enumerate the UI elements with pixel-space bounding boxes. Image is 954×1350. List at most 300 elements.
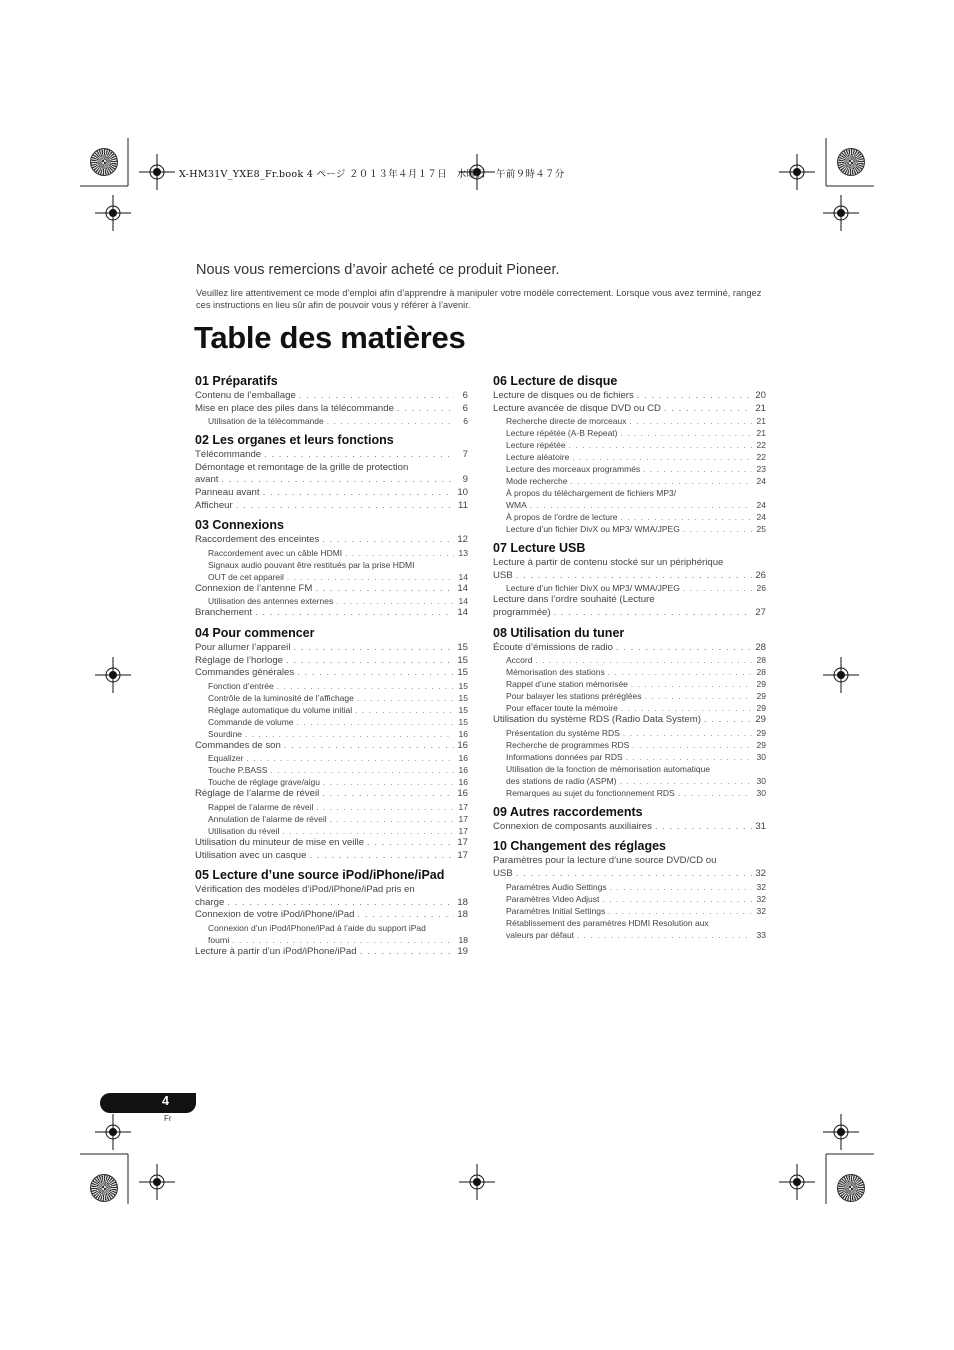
toc-entry[interactable] bbox=[493, 403, 766, 416]
toc-leader-dots bbox=[264, 449, 454, 462]
toc-entry-page: 16 bbox=[457, 788, 468, 800]
toc-entry-label: Paramètres Initial Settings bbox=[506, 905, 606, 916]
toc-entry[interactable] bbox=[195, 534, 468, 547]
toc-section bbox=[195, 867, 468, 958]
toc-leader-dots bbox=[610, 881, 752, 893]
toc-entry-page: 17 bbox=[458, 801, 468, 812]
toc-entry-page: 10 bbox=[457, 486, 468, 498]
page-language: Fr bbox=[164, 1114, 172, 1123]
toc-entry-label: Paramètres Audio Settings bbox=[506, 881, 607, 892]
toc-leader-dots bbox=[608, 905, 752, 917]
toc-section-title: 02 Les organes et leurs fonctions bbox=[195, 433, 394, 448]
toc-leader-dots bbox=[355, 704, 454, 716]
toc-entry[interactable] bbox=[195, 449, 468, 462]
toc-entry-label: Equalizer bbox=[208, 753, 244, 764]
toc-leader-dots bbox=[367, 837, 454, 850]
toc-entry[interactable] bbox=[195, 680, 468, 692]
toc-entry-page: 13 bbox=[458, 547, 468, 558]
toc-entry[interactable] bbox=[195, 474, 468, 487]
toc-entry-label: Contenu de l’emballage bbox=[195, 390, 296, 401]
toc-entry-label: Afficheur bbox=[195, 499, 233, 511]
toc-entry-page: 29 bbox=[756, 727, 766, 738]
intro-heading: Nous vous remercions d’avoir acheté ce produit Pioneer. bbox=[196, 262, 560, 278]
toc-section bbox=[195, 625, 468, 862]
toc-entry-label: Recherche de programmes RDS bbox=[506, 739, 630, 750]
toc-entry[interactable] bbox=[493, 893, 766, 905]
toc-entry-label: Touche de réglage grave/aigu bbox=[208, 777, 320, 788]
toc-leader-dots bbox=[286, 655, 454, 668]
toc-entry-label: Réglage de l’alarme de réveil bbox=[195, 788, 320, 800]
toc-entry-label: Commande de volume bbox=[208, 716, 294, 727]
toc-entry-page: 15 bbox=[458, 704, 468, 715]
toc-entry-page: 14 bbox=[457, 582, 468, 594]
toc-entry-page: 32 bbox=[756, 893, 766, 904]
toc-entry-label: À propos de l’ordre de lecture bbox=[506, 512, 618, 523]
toc-entry[interactable] bbox=[493, 439, 766, 451]
toc-leader-dots bbox=[632, 739, 752, 751]
toc-entry-label: Branchement bbox=[195, 607, 253, 619]
toc-entry-label: Lecture de disques ou de fichiers bbox=[493, 390, 634, 401]
toc-leader-dots bbox=[297, 667, 454, 680]
toc-right-column bbox=[493, 371, 766, 946]
toc-leader-dots bbox=[284, 740, 454, 753]
toc-entry-label: Utilisation des antennes externes bbox=[208, 596, 334, 607]
toc-entry[interactable] bbox=[195, 788, 468, 801]
toc-leader-dots bbox=[554, 607, 752, 620]
toc-entry-text: Utilisation de la fonction de mémorisation automatique bbox=[506, 763, 711, 774]
toc-entry[interactable] bbox=[195, 825, 468, 837]
toc-leader-dots bbox=[535, 654, 752, 666]
toc-leader-dots bbox=[315, 583, 454, 596]
toc-entry[interactable] bbox=[195, 850, 468, 863]
toc-entry-label: Paramètres Video Adjust bbox=[506, 893, 600, 904]
toc-entry[interactable] bbox=[195, 487, 468, 500]
toc-leader-dots bbox=[360, 946, 454, 959]
toc-entry-label: Utilisation du réveil bbox=[208, 825, 280, 836]
toc-entry[interactable] bbox=[195, 500, 468, 513]
toc-entry-page: 33 bbox=[756, 929, 766, 940]
toc-entry[interactable] bbox=[195, 642, 468, 655]
toc-entry[interactable] bbox=[493, 690, 766, 702]
toc-entry[interactable] bbox=[493, 929, 766, 941]
toc-entry[interactable] bbox=[493, 727, 766, 739]
toc-leader-dots bbox=[246, 752, 454, 764]
toc-entry-label: Lecture d’un fichier DivX ou MP3/ WMA/JPEG bbox=[506, 583, 680, 594]
toc-entry-label: Présentation du système RDS bbox=[506, 727, 620, 738]
toc-entry-label: Lecture des morceaux programmés bbox=[506, 464, 641, 475]
toc-entry-label: Utilisation avec un casque bbox=[195, 849, 307, 861]
toc-entry[interactable] bbox=[195, 897, 468, 910]
toc-entry-page: 18 bbox=[457, 909, 468, 921]
toc-entry[interactable] bbox=[493, 451, 766, 463]
toc-entry[interactable] bbox=[493, 678, 766, 690]
toc-entry-label: Panneau avant bbox=[195, 486, 260, 498]
toc-section-title: 01 Préparatifs bbox=[195, 374, 278, 388]
toc-entry[interactable] bbox=[195, 752, 468, 764]
toc-entry-text: Démontage et remontage de la grille de protection bbox=[195, 461, 409, 473]
page-title: Table des matières bbox=[194, 320, 466, 355]
toc-leader-dots bbox=[245, 728, 454, 740]
toc-section-title: 10 Changement des réglages bbox=[493, 839, 666, 854]
toc-leader-dots bbox=[227, 897, 454, 910]
page-number: 4 bbox=[162, 1094, 169, 1108]
toc-entry-label: Connexion de composants auxiliaires bbox=[493, 820, 652, 832]
toc-entry[interactable] bbox=[195, 801, 468, 813]
toc-entry-page: 32 bbox=[756, 881, 766, 892]
toc-leader-dots bbox=[357, 692, 454, 704]
toc-leader-dots bbox=[232, 934, 454, 946]
toc-entry[interactable] bbox=[195, 571, 468, 583]
toc-entry-label: Sourdine bbox=[208, 728, 243, 739]
toc-entry-label: Pour effacer toute la mémoire bbox=[506, 703, 618, 714]
toc-entry-text: Signaux audio pouvant être restitués par la prise HDMI bbox=[208, 559, 415, 570]
toc-entry-label: Remarques au sujet du fonctionnement RDS bbox=[506, 787, 675, 798]
toc-entry-text: Paramètres pour la lecture d’une source DVD/CD ou bbox=[493, 855, 717, 867]
toc-entry-label: Écoute d’émissions de radio bbox=[493, 641, 613, 653]
toc-entry-label: Lecture à partir d’un iPod/iPhone/iPad bbox=[195, 945, 357, 957]
toc-entry-page: 25 bbox=[756, 524, 766, 535]
toc-entry-label: charge bbox=[195, 896, 225, 908]
toc-entry-page: 17 bbox=[457, 849, 468, 861]
toc-entry-page: 28 bbox=[756, 667, 766, 678]
toc-section bbox=[493, 804, 766, 834]
toc-section-title: 04 Pour commencer bbox=[195, 625, 315, 640]
toc-entry-page: 28 bbox=[756, 655, 766, 666]
toc-entry-page: 30 bbox=[756, 775, 766, 786]
toc-entry-label: Lecture avancée de disque DVD ou CD bbox=[493, 402, 661, 414]
toc-leader-dots bbox=[637, 390, 752, 403]
toc-leader-dots bbox=[645, 690, 752, 702]
toc-leader-dots bbox=[316, 801, 454, 813]
toc-entry-page: 17 bbox=[458, 825, 468, 836]
toc-leader-dots bbox=[626, 751, 752, 763]
toc-entry[interactable] bbox=[195, 583, 468, 596]
toc-entry-page: 15 bbox=[458, 716, 468, 727]
toc-entry[interactable] bbox=[195, 655, 468, 668]
toc-entry[interactable] bbox=[195, 740, 468, 753]
toc-leader-dots bbox=[297, 716, 454, 728]
toc-entry-page: 32 bbox=[756, 905, 766, 916]
toc-entry-page: 21 bbox=[756, 416, 766, 427]
toc-entry[interactable] bbox=[493, 415, 766, 427]
toc-leader-dots bbox=[277, 680, 454, 692]
toc-entry-page: 18 bbox=[458, 934, 468, 945]
toc-leader-dots bbox=[299, 390, 454, 403]
toc-entry-page: 7 bbox=[462, 449, 468, 461]
toc-entry-page: 19 bbox=[457, 945, 468, 957]
toc-section bbox=[493, 540, 766, 619]
toc-leader-dots bbox=[327, 415, 454, 427]
toc-leader-dots bbox=[570, 475, 752, 487]
toc-entry-page: 6 bbox=[463, 416, 468, 427]
toc-entry[interactable] bbox=[493, 390, 766, 403]
toc-leader-dots bbox=[621, 511, 752, 523]
toc-leader-dots bbox=[569, 439, 752, 451]
toc-entry-label: Informations données par RDS bbox=[506, 751, 623, 762]
toc-entry-page: 12 bbox=[457, 534, 468, 546]
toc-entry[interactable] bbox=[195, 716, 468, 728]
toc-entry[interactable] bbox=[493, 523, 766, 535]
toc-entry[interactable] bbox=[493, 666, 766, 678]
toc-entry-text: Vérification des modèles d’iPod/iPhone/iPad pris en bbox=[195, 884, 415, 896]
toc-entry[interactable] bbox=[493, 511, 766, 523]
toc-leader-dots bbox=[683, 582, 752, 594]
toc-leader-dots bbox=[270, 764, 454, 776]
toc-entry-label: Connexion de votre iPod/iPhone/iPad bbox=[195, 909, 355, 921]
toc-section bbox=[195, 517, 468, 620]
toc-entry-page: 30 bbox=[756, 787, 766, 798]
toc-entry-label: avant bbox=[195, 474, 219, 486]
toc-leader-dots bbox=[616, 642, 752, 655]
toc-entry[interactable] bbox=[493, 905, 766, 917]
toc-leader-dots bbox=[704, 714, 752, 727]
toc-entry-page: 24 bbox=[756, 512, 766, 523]
intro-text: Veuillez lire attentivement ce mode d’emploi afin d’apprendre à manipuler votre modèle correctement. Lorsque vous avez terminé, rangez ces instructions en lieu sûr afin de pouvoir vous y référer à l’avenir. bbox=[196, 288, 762, 310]
toc-entry[interactable] bbox=[195, 837, 468, 850]
toc-leader-dots bbox=[577, 929, 752, 941]
toc-entry[interactable] bbox=[195, 776, 468, 788]
toc-leader-dots bbox=[221, 474, 454, 487]
toc-entry-label: OUT de cet appareil bbox=[208, 571, 284, 582]
toc-left-column bbox=[195, 371, 468, 963]
toc-leader-dots bbox=[345, 547, 454, 559]
toc-entry-page: 15 bbox=[458, 692, 468, 703]
toc-entry[interactable] bbox=[493, 751, 766, 763]
toc-entry-label: WMA bbox=[506, 500, 527, 511]
toc-entry-page: 29 bbox=[756, 679, 766, 690]
toc-entry-text: Lecture dans l’ordre souhaité (Lecture bbox=[493, 594, 655, 606]
toc-leader-dots bbox=[236, 500, 454, 513]
toc-entry-page: 17 bbox=[458, 813, 468, 824]
toc-entry[interactable] bbox=[493, 607, 766, 620]
toc-entry-label: Touche P.BASS bbox=[208, 765, 268, 776]
toc-leader-dots bbox=[293, 642, 454, 655]
toc-entry-page: 22 bbox=[756, 452, 766, 463]
toc-entry-page: 23 bbox=[756, 464, 766, 475]
toc-entry-page: 6 bbox=[462, 402, 468, 414]
toc-entry[interactable] bbox=[195, 415, 468, 427]
toc-entry-page: 15 bbox=[458, 680, 468, 691]
toc-entry-page: 21 bbox=[755, 402, 766, 414]
toc-entry[interactable] bbox=[493, 463, 766, 475]
toc-entry-label: Télécommande bbox=[195, 449, 262, 461]
toc-section bbox=[493, 373, 766, 535]
toc-leader-dots bbox=[309, 850, 454, 863]
toc-entry-label: Rappel d’une station mémorisée bbox=[506, 679, 628, 690]
toc-entry-label: Pour balayer les stations préréglées bbox=[506, 691, 642, 702]
toc-entry-label: USB bbox=[493, 867, 513, 879]
toc-entry-label: des stations de radio (ASPM) bbox=[506, 775, 617, 786]
toc-leader-dots bbox=[263, 487, 454, 500]
toc-entry-label: Connexion de l’antenne FM bbox=[195, 582, 313, 594]
toc-leader-dots bbox=[643, 463, 752, 475]
toc-entry-page: 14 bbox=[458, 571, 468, 582]
toc-leader-dots bbox=[357, 909, 454, 922]
toc-section-title: 09 Autres raccordements bbox=[493, 804, 643, 819]
toc-leader-dots bbox=[621, 427, 752, 439]
toc-section bbox=[493, 838, 766, 940]
print-header: X-HM31V_YXE8_Fr.book 4 ページ ２０１３年４月１７日 水曜日 午前９時４７分 bbox=[179, 169, 565, 180]
toc-leader-dots bbox=[282, 825, 454, 837]
page-number-tab bbox=[100, 1093, 196, 1113]
toc-section-title: 08 Utilisation du tuner bbox=[493, 625, 625, 640]
toc-entry[interactable] bbox=[195, 390, 468, 403]
toc-entry-page: 26 bbox=[755, 569, 766, 581]
toc-entry-label: Raccordement des enceintes bbox=[195, 534, 320, 546]
toc-section bbox=[195, 373, 468, 427]
toc-entry-label: Commandes générales bbox=[195, 667, 295, 679]
toc-entry-label: Accord bbox=[506, 655, 533, 666]
toc-entry[interactable] bbox=[493, 654, 766, 666]
toc-entry-label: Mémorisation des stations bbox=[506, 667, 605, 678]
toc-entry-text: À propos du téléchargement de fichiers MP3/ bbox=[506, 488, 677, 499]
toc-entry-text: Lecture à partir de contenu stocké sur un périphérique bbox=[493, 557, 724, 569]
toc-entry-page: 16 bbox=[458, 765, 468, 776]
toc-entry[interactable] bbox=[195, 946, 468, 959]
toc-leader-dots bbox=[602, 893, 752, 905]
toc-entry-label: Contrôle de la luminosité de l’affichage bbox=[208, 692, 354, 703]
toc-entry[interactable] bbox=[195, 595, 468, 607]
toc-entry-page: 28 bbox=[755, 641, 766, 653]
toc-entry[interactable] bbox=[493, 787, 766, 799]
toc-entry[interactable] bbox=[493, 739, 766, 751]
toc-entry-page: 29 bbox=[756, 691, 766, 702]
toc-leader-dots bbox=[255, 607, 454, 620]
toc-leader-dots bbox=[516, 868, 752, 881]
toc-entry-page: 29 bbox=[755, 714, 766, 726]
toc-entry-page: 9 bbox=[462, 474, 468, 486]
toc-section-title: 05 Lecture d’une source iPod/iPhone/iPad bbox=[195, 868, 445, 883]
toc-entry-page: 24 bbox=[756, 476, 766, 487]
toc-section-title: 07 Lecture USB bbox=[493, 541, 586, 556]
toc-entry[interactable] bbox=[195, 934, 468, 946]
toc-entry-page: 17 bbox=[457, 836, 468, 848]
toc-leader-dots bbox=[655, 821, 752, 834]
toc-entry-label: Mode recherche bbox=[506, 476, 568, 487]
toc-entry-label: fourni bbox=[208, 934, 230, 945]
toc-entry-page: 20 bbox=[755, 390, 766, 401]
toc-section-title: 06 Lecture de disque bbox=[493, 374, 618, 388]
toc-entry-label: Recherche directe de morceaux bbox=[506, 416, 627, 427]
toc-entry-page: 15 bbox=[457, 641, 468, 653]
toc-leader-dots bbox=[572, 451, 752, 463]
toc-entry-label: Utilisation du système RDS (Radio Data System) bbox=[493, 714, 701, 726]
toc-entry-label: Rappel de l’alarme de réveil bbox=[208, 801, 314, 812]
toc-entry[interactable] bbox=[195, 403, 468, 416]
toc-leader-dots bbox=[608, 666, 752, 678]
toc-leader-dots bbox=[678, 787, 752, 799]
toc-entry-page: 21 bbox=[756, 428, 766, 439]
toc-entry-page: 14 bbox=[458, 596, 468, 607]
toc-entry-page: 16 bbox=[457, 739, 468, 751]
toc-entry[interactable] bbox=[493, 499, 766, 511]
toc-entry-page: 24 bbox=[756, 500, 766, 511]
toc-entry-page: 30 bbox=[756, 751, 766, 762]
toc-entry[interactable] bbox=[493, 642, 766, 655]
toc-entry-label: Raccordement avec un câble HDMI bbox=[208, 547, 343, 558]
toc-entry-page: 16 bbox=[458, 777, 468, 788]
toc-entry-page: 15 bbox=[457, 667, 468, 679]
toc-entry[interactable] bbox=[195, 909, 468, 922]
toc-entry[interactable] bbox=[195, 764, 468, 776]
toc-entry[interactable] bbox=[493, 475, 766, 487]
toc-entry[interactable] bbox=[493, 821, 766, 834]
toc-entry[interactable] bbox=[493, 775, 766, 787]
toc-entry[interactable] bbox=[493, 427, 766, 439]
toc-entry-label: Lecture d’un fichier DivX ou MP3/ WMA/JPEG bbox=[506, 524, 680, 535]
toc-entry-page: 27 bbox=[755, 606, 766, 618]
toc-entry-page: 15 bbox=[457, 654, 468, 666]
toc-entry-text: Rétablissement des paramètres HDMI Resolution aux bbox=[506, 917, 709, 928]
toc-leader-dots bbox=[323, 776, 454, 788]
toc-entry-label: Commandes de son bbox=[195, 739, 281, 751]
toc-leader-dots bbox=[530, 499, 752, 511]
toc-entry[interactable] bbox=[195, 704, 468, 716]
toc-entry-label: Lecture répétée (A-B Repeat) bbox=[506, 428, 618, 439]
toc-leader-dots bbox=[287, 571, 454, 583]
toc-entry[interactable] bbox=[493, 714, 766, 727]
toc-entry-label: programmée) bbox=[493, 606, 551, 618]
toc-entry[interactable] bbox=[195, 728, 468, 740]
toc-entry-page: 26 bbox=[756, 583, 766, 594]
toc-entry-label: Annulation de l’alarme de réveil bbox=[208, 813, 327, 824]
toc-leader-dots bbox=[664, 403, 752, 416]
toc-entry-page: 32 bbox=[755, 867, 766, 879]
toc-leader-dots bbox=[621, 702, 752, 714]
toc-leader-dots bbox=[516, 570, 752, 583]
toc-entry-label: Réglage automatique du volume initial bbox=[208, 704, 353, 715]
toc-entry[interactable] bbox=[195, 667, 468, 680]
toc-entry-label: USB bbox=[493, 569, 513, 581]
toc-entry[interactable] bbox=[493, 868, 766, 881]
toc-entry-label: valeurs par défaut bbox=[506, 929, 575, 940]
toc-entry-page: 31 bbox=[755, 820, 766, 832]
toc-entry[interactable] bbox=[493, 582, 766, 594]
toc-leader-dots bbox=[330, 813, 454, 825]
toc-entry-label: Utilisation du minuteur de mise en veille bbox=[195, 836, 365, 848]
toc-entry[interactable] bbox=[195, 692, 468, 704]
toc-entry-page: 18 bbox=[457, 896, 468, 908]
toc-section bbox=[195, 432, 468, 512]
toc-entry-page: 14 bbox=[457, 607, 468, 619]
toc-leader-dots bbox=[631, 678, 752, 690]
toc-entry-label: Pour allumer l’appareil bbox=[195, 641, 291, 653]
toc-entry-page: 16 bbox=[458, 728, 468, 739]
toc-section-title: 03 Connexions bbox=[195, 518, 284, 533]
toc-entry[interactable] bbox=[195, 607, 468, 620]
toc-entry[interactable] bbox=[493, 881, 766, 893]
toc-entry-label: Mise en place des piles dans la télécommande bbox=[195, 402, 394, 414]
toc-leader-dots bbox=[336, 595, 454, 607]
toc-entry[interactable] bbox=[493, 570, 766, 583]
toc-leader-dots bbox=[397, 403, 454, 416]
toc-entry-label: Fonction d’entrée bbox=[208, 680, 274, 691]
toc-entry-label: Lecture aléatoire bbox=[506, 452, 570, 463]
toc-leader-dots bbox=[322, 534, 454, 547]
toc-section bbox=[493, 625, 766, 799]
toc-entry[interactable] bbox=[195, 547, 468, 559]
toc-entry-page: 22 bbox=[756, 440, 766, 451]
toc-entry-page: 29 bbox=[756, 703, 766, 714]
toc-leader-dots bbox=[322, 788, 454, 801]
toc-entry-page: 29 bbox=[756, 739, 766, 750]
toc-leader-dots bbox=[620, 775, 752, 787]
toc-entry-label: Lecture répétée bbox=[506, 440, 566, 451]
toc-leader-dots bbox=[629, 415, 752, 427]
toc-entry[interactable] bbox=[493, 702, 766, 714]
toc-entry[interactable] bbox=[195, 813, 468, 825]
toc-entry-page: 11 bbox=[458, 499, 468, 511]
